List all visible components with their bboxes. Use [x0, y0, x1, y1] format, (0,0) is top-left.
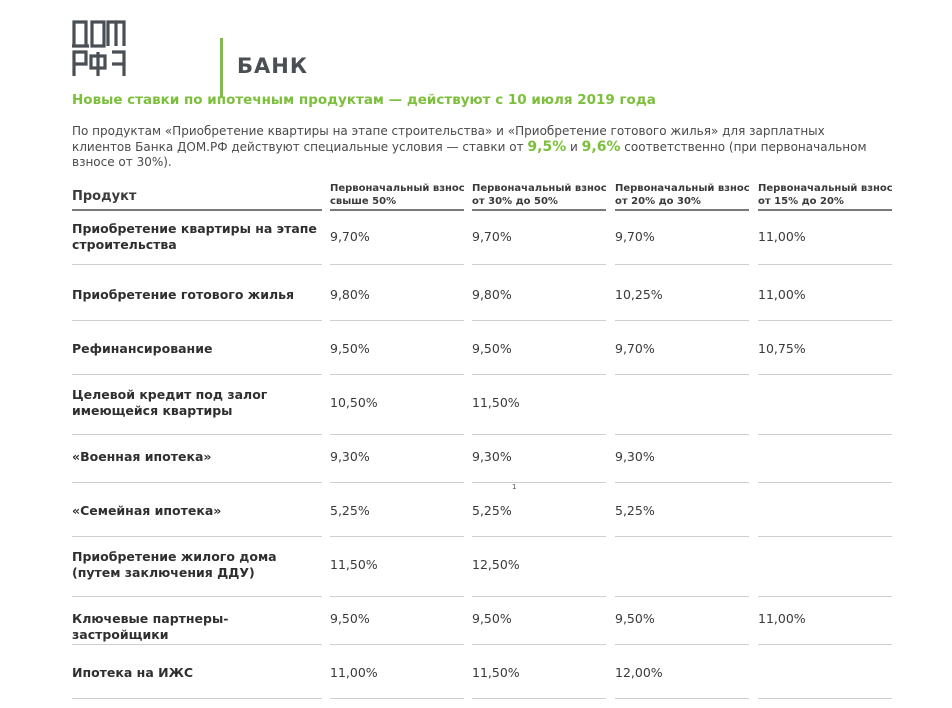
- product-name: «Военная ипотека»: [72, 449, 212, 464]
- intro-text-part: соответственно (при первоначальном взносе от 30%).: [72, 139, 867, 169]
- row-divider: [72, 320, 322, 321]
- row-divider: [330, 374, 464, 375]
- header-divider: [615, 209, 749, 211]
- row-divider: [758, 320, 892, 321]
- table-header-column: Первоначальный взнос от 30% до 50%: [472, 183, 607, 207]
- row-divider: [758, 644, 892, 645]
- row-divider: [472, 320, 606, 321]
- rate-value: 11,00%: [758, 287, 806, 302]
- row-divider: [615, 698, 749, 699]
- row-divider: [330, 644, 464, 645]
- product-name: Приобретение квартиры на этапе строительства: [72, 221, 317, 252]
- logo-divider: [220, 38, 223, 97]
- table-row: [72, 654, 902, 702]
- table-row: [72, 600, 902, 648]
- row-divider: [615, 536, 749, 537]
- rate-value: 11,00%: [758, 229, 806, 244]
- row-divider: [615, 320, 749, 321]
- header-divider: [472, 209, 606, 211]
- table-row: [72, 384, 902, 438]
- rate-value: 12,00%: [615, 665, 663, 680]
- row-divider: [758, 596, 892, 597]
- row-divider: [72, 698, 322, 699]
- product-name: Приобретение жилого дома (путем заключения ДДУ): [72, 549, 277, 580]
- row-divider: [472, 698, 606, 699]
- rate-value: 5,25%: [472, 503, 512, 518]
- intro-rate-highlight: 9,6%: [581, 138, 621, 155]
- row-divider: [72, 536, 322, 537]
- row-divider: [472, 536, 606, 537]
- row-divider: [472, 644, 606, 645]
- rate-value: 12,50%: [472, 557, 520, 572]
- product-name: Ключевые партнеры-застройщики: [72, 611, 229, 642]
- row-divider: [72, 482, 322, 483]
- rate-value: 9,50%: [472, 341, 512, 356]
- row-divider: [615, 596, 749, 597]
- rate-value: 11,00%: [758, 611, 806, 626]
- row-divider: [330, 596, 464, 597]
- table-header-column: Первоначальный взнос свыше 50%: [330, 183, 465, 207]
- row-divider: [758, 698, 892, 699]
- intro-rate-highlight: 9,5%: [527, 138, 567, 155]
- row-divider: [330, 482, 464, 483]
- footnote-mark: 1: [512, 483, 517, 491]
- row-divider: [615, 374, 749, 375]
- row-divider: [615, 644, 749, 645]
- table-row: [72, 330, 902, 378]
- intro-text-part: и: [566, 139, 582, 154]
- intro-text-part: По продуктам «Приобретение квартиры на этапе строительства» и «Приобретение готового жилья» для зарплатных клиентов Банка ДОМ.РФ действуют специальные условия — ставки от: [72, 124, 825, 154]
- rate-value: 9,70%: [330, 229, 370, 244]
- table-header-row: [72, 178, 902, 212]
- row-divider: [72, 644, 322, 645]
- row-divider: [758, 536, 892, 537]
- row-divider: [330, 264, 464, 265]
- rate-value: 5,25%: [330, 503, 370, 518]
- rate-value: 9,50%: [330, 341, 370, 356]
- table-header-column: Первоначальный взнос от 15% до 20%: [758, 183, 893, 207]
- rate-value: 9,50%: [615, 611, 655, 626]
- row-divider: [72, 374, 322, 375]
- row-divider: [330, 536, 464, 537]
- rate-value: 10,50%: [330, 395, 378, 410]
- rate-value: 11,50%: [472, 665, 520, 680]
- rate-value: 9,50%: [472, 611, 512, 626]
- table-header-product: Продукт: [72, 189, 137, 204]
- rate-value: 9,30%: [615, 449, 655, 464]
- header-divider: [330, 209, 464, 211]
- table-header-column: Первоначальный взнос от 20% до 30%: [615, 183, 750, 207]
- row-divider: [758, 264, 892, 265]
- table-row: [72, 218, 902, 268]
- row-divider: [72, 264, 322, 265]
- brand-logo: [72, 18, 308, 80]
- page-title: Новые ставки по ипотечным продуктам — действуют с 10 июля 2019 года: [72, 92, 656, 108]
- row-divider: [615, 482, 749, 483]
- intro-paragraph: [72, 124, 872, 171]
- table-row: [72, 492, 902, 540]
- row-divider: [472, 264, 606, 265]
- table-row: [72, 276, 902, 324]
- rate-value: 9,70%: [615, 229, 655, 244]
- row-divider: [615, 434, 749, 435]
- product-name: Рефинансирование: [72, 341, 213, 356]
- table-row: [72, 546, 902, 600]
- row-divider: [615, 264, 749, 265]
- row-divider: [72, 596, 322, 597]
- rate-value: 9,80%: [330, 287, 370, 302]
- row-divider: [758, 482, 892, 483]
- rate-value: 11,50%: [472, 395, 520, 410]
- row-divider: [472, 596, 606, 597]
- header-divider: [72, 209, 322, 211]
- rate-value: 11,50%: [330, 557, 378, 572]
- row-divider: [758, 434, 892, 435]
- product-name: Ипотека на ИЖС: [72, 665, 194, 680]
- row-divider: [472, 482, 606, 483]
- rate-value: 10,25%: [615, 287, 663, 302]
- rate-value: 9,70%: [615, 341, 655, 356]
- row-divider: [72, 434, 322, 435]
- rate-value: 9,80%: [472, 287, 512, 302]
- table-row: [72, 438, 902, 486]
- row-divider: [330, 434, 464, 435]
- product-name: Приобретение готового жилья: [72, 287, 295, 302]
- rate-value: 9,70%: [472, 229, 512, 244]
- product-name: «Семейная ипотека»: [72, 503, 222, 518]
- rate-value: 9,50%: [330, 611, 370, 626]
- rate-value: 9,30%: [330, 449, 370, 464]
- row-divider: [472, 374, 606, 375]
- header-divider: [758, 209, 892, 211]
- rate-value: 10,75%: [758, 341, 806, 356]
- row-divider: [330, 698, 464, 699]
- dom-rf-logo-icon: [72, 18, 128, 80]
- rate-value: 9,30%: [472, 449, 512, 464]
- row-divider: [758, 374, 892, 375]
- product-name: Целевой кредит под залог имеющейся квартиры: [72, 387, 268, 418]
- row-divider: [472, 434, 606, 435]
- logo-text: БАНК: [237, 54, 308, 78]
- row-divider: [330, 320, 464, 321]
- rate-value: 11,00%: [330, 665, 378, 680]
- rate-value: 5,25%: [615, 503, 655, 518]
